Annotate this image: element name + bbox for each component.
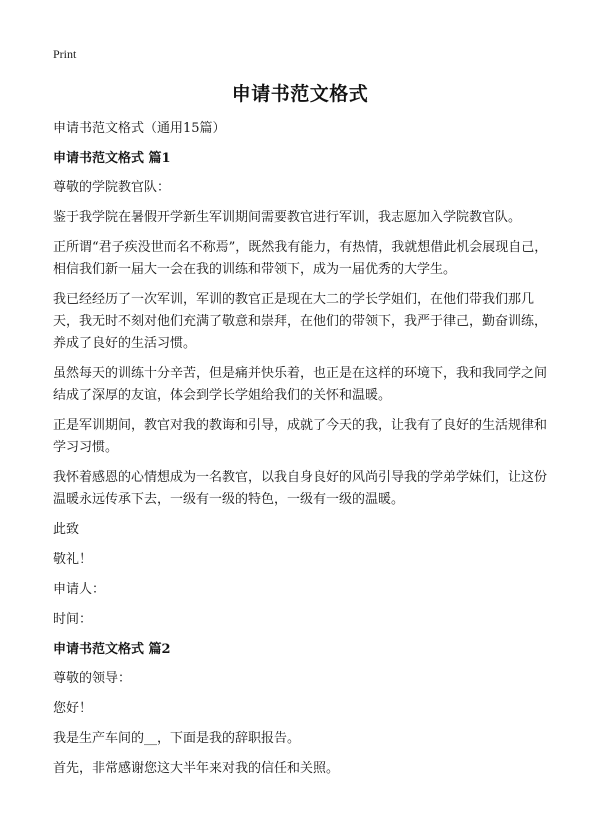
paragraph: 我是生产车间的__，下面是我的辞职报告。	[53, 731, 301, 746]
document-subtitle: 申请书范文格式（通用15篇）	[53, 121, 226, 136]
paragraph: 正所谓“君子疾没世而名不称焉”，既然我有能力，有热情，我就想借此机会展现自己，相信我们新一届大一会在我的训练和带领下，成为一届优秀的大学生。	[53, 240, 548, 277]
closing-line: 敬礼！	[53, 552, 93, 567]
paragraph: 虽然每天的训练十分辛苦，但是痛并快乐着，也正是在这样的环境下，我和我同学之间结成了深厚的友谊，体会到学长学姐给我们的关怀和温暖。	[53, 366, 548, 403]
closing-line: 此致	[53, 522, 80, 537]
date-line: 时间：	[53, 612, 93, 627]
paragraph: 鉴于我学院在暑假开学新生军训期间需要教官进行军训，我志愿加入学院教官队。	[53, 210, 522, 225]
signature-line: 申请人：	[53, 582, 106, 597]
document-body	[53, 118, 553, 788]
paragraph: 我已经经历了一次军训，军训的教官正是现在大二的学长学姐们，在他们带我们那几天，我无时不刻对他们充满了敬意和崇拜，在他们的带领下，我严于律己，勤奋训练，养成了良好的生活习惯。	[53, 292, 548, 351]
paragraph: 我怀着感恩的心情想成为一名教官，以我自身良好的风尚引导我的学弟学妹们，让这份温暖永远传承下去，一级有一级的特色，一级有一级的温暖。	[53, 470, 548, 507]
paragraph: 首先，非常感谢您这大半年来对我的信任和关照。	[53, 761, 340, 776]
paragraph: 尊敬的领导：	[53, 671, 132, 686]
paragraph: 尊敬的学院教官队：	[53, 180, 171, 195]
paragraph: 您好！	[53, 701, 93, 716]
document-title: 申请书范文格式	[231, 83, 369, 105]
paragraph: 正是军训期间，教官对我的教诲和引导，成就了今天的我，让我有了良好的生活规律和学习习惯。	[53, 418, 548, 455]
section-heading-1: 申请书范文格式 篇1	[53, 151, 171, 166]
print-link[interactable]: Print	[53, 47, 77, 61]
section-heading-2: 申请书范文格式 篇2	[53, 642, 171, 657]
